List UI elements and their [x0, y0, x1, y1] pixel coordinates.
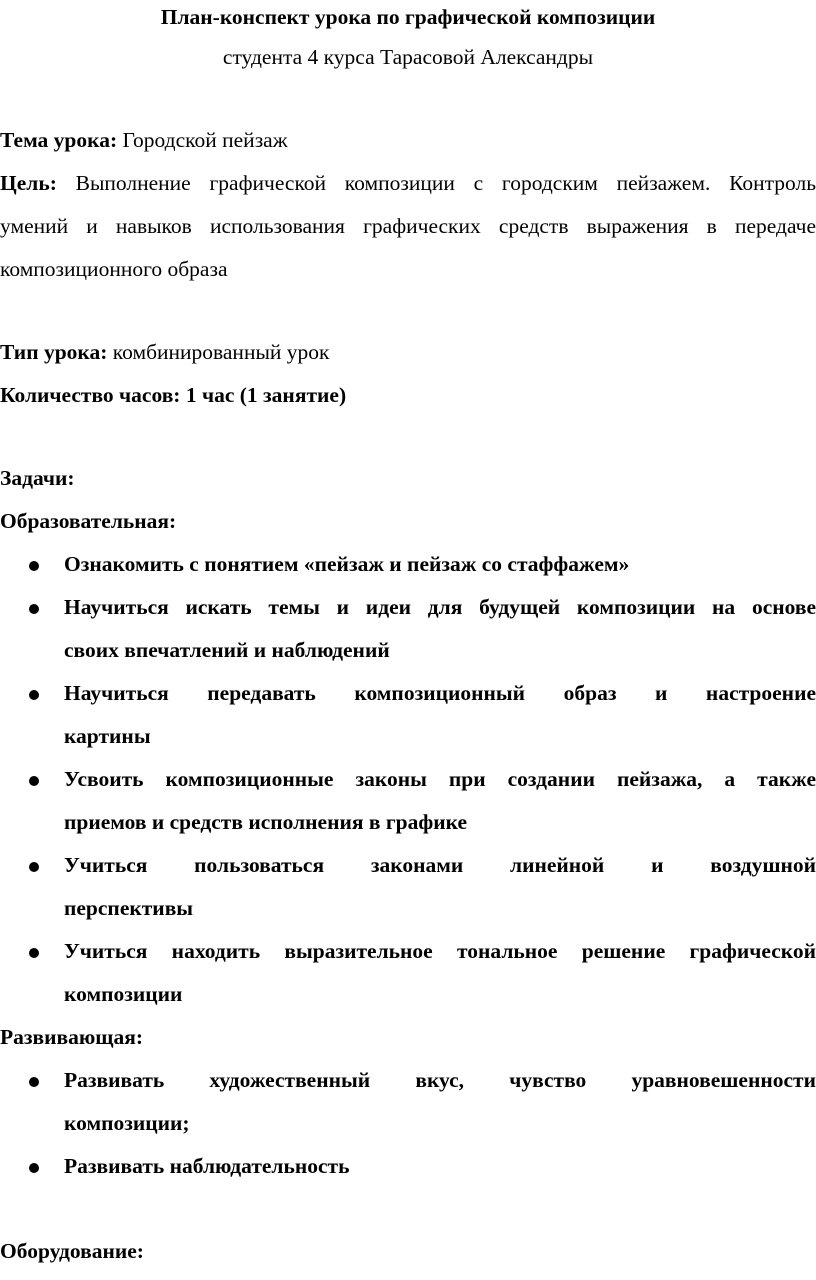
- list-item-continuation: своих впечатлений и наблюдений: [64, 638, 390, 662]
- document-subtitle: студента 4 курса Тарасовой Александры: [222, 45, 594, 69]
- hours-line: Количество часов: 1 час (1 занятие): [0, 383, 347, 407]
- bullet-icon: [29, 604, 39, 614]
- lesson-type-value: комбинированный урок: [112, 340, 330, 364]
- list-item: Ознакомить с понятием «пейзаж и пейзаж со стаффажем»: [64, 552, 630, 576]
- list-item: [64, 683, 816, 705]
- list-item-continuation: картины: [64, 724, 151, 748]
- lesson-type-line: [0, 342, 329, 364]
- list-item: [64, 941, 816, 963]
- topic-value: Городской пейзаж: [122, 128, 288, 152]
- list-item-continuation: приемов и средств исполнения в графике: [64, 810, 467, 834]
- educational-heading: Образовательная:: [0, 509, 177, 533]
- bullet-icon: [29, 776, 39, 786]
- bullet-icon: [29, 561, 39, 571]
- bullet-icon: [29, 1163, 39, 1173]
- list-item: [64, 855, 816, 877]
- topic-line: [0, 130, 288, 152]
- list-item: [64, 769, 816, 791]
- list-item-line: Научиться искать темы и идеи для будущей композиции на основе: [64, 595, 816, 619]
- goal-text-1: Выполнение графической композиции с городским пейзажем. Контроль: [75, 171, 816, 195]
- bullet-icon: [29, 1077, 39, 1087]
- goal-line-1: [0, 173, 816, 195]
- tasks-heading: Задачи:: [0, 466, 75, 490]
- topic-label: Тема урока:: [0, 128, 118, 152]
- list-item: [64, 1070, 816, 1092]
- list-item-continuation: перспективы: [64, 896, 194, 920]
- list-item-continuation: композиции: [64, 982, 183, 1006]
- list-item-line: Научиться передавать композиционный образ и настроение: [64, 681, 816, 705]
- list-item: [64, 597, 816, 619]
- equipment-heading: Оборудование:: [0, 1239, 144, 1263]
- developing-heading: Развивающая:: [0, 1025, 144, 1049]
- lesson-type-label: Тип урока:: [0, 340, 108, 364]
- goal-line-3: композиционного образа: [0, 257, 228, 281]
- document-title: План-конспект урока по графической композиции: [160, 5, 656, 29]
- list-item: Развивать наблюдательность: [64, 1154, 350, 1178]
- list-item-line: Учиться находить выразительное тональное решение графической: [64, 939, 816, 963]
- bullet-icon: [29, 948, 39, 958]
- bullet-icon: [29, 690, 39, 700]
- goal-label: Цель:: [0, 171, 57, 195]
- list-item-line: Учиться пользоваться законами линейной и воздушной: [64, 853, 816, 877]
- list-item-continuation: композиции;: [64, 1111, 190, 1135]
- list-item-line: Развивать художественный вкус, чувство уравновешенности: [64, 1068, 816, 1092]
- bullet-icon: [29, 862, 39, 872]
- list-item-line: Усвоить композиционные законы при создании пейзажа, а также: [64, 767, 816, 791]
- goal-line-2: умений и навыков использования графических средств выражения в передаче: [0, 214, 816, 238]
